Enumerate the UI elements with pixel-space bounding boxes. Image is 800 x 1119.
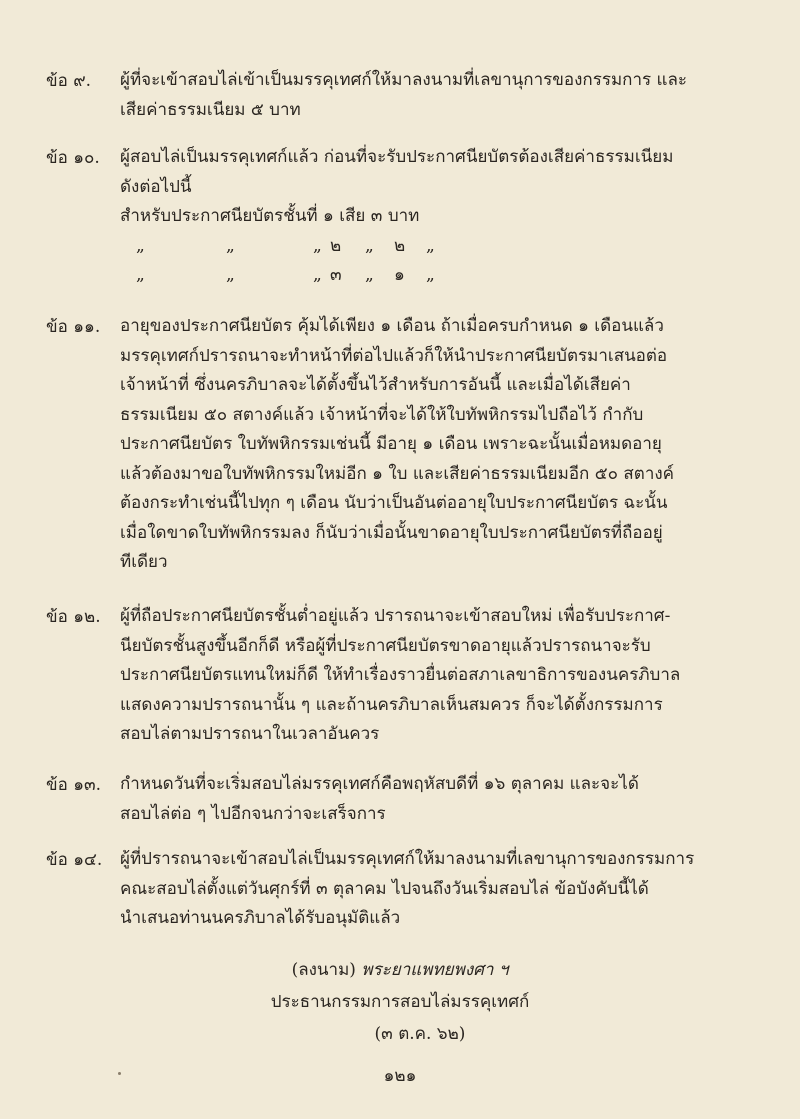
ditto-mark: „ [426, 265, 435, 285]
clause-line: เจ้าหน้าที่ ซึ่งนครภิบาลจะได้ตั้งขึ้นไว้สำหรับการอันนี้ และเมื่อได้เสียค่า [120, 375, 631, 395]
clause-line: ผู้สอบไล่เป็นมรรคุเทศก์แล้ว ก่อนที่จะรับประกาศนียบัตรต้องเสียค่าธรรมเนียม [120, 147, 674, 167]
clause-line: นียบัตรชั้นสูงขึ้นอีกก็ดี หรือผู้ที่ประกาศนียบัตรขาดอายุแล้วปรารถนาจะรับ [120, 635, 651, 656]
ditto-mark: „ [365, 235, 374, 256]
ditto-mark: „ [226, 235, 235, 256]
clause-label: ข้อ ๑๔. [46, 850, 103, 870]
signer-name: พระยาแพทยพงศา ฯ [361, 960, 509, 980]
fee-ditto-row [120, 261, 738, 291]
sign-prefix: (ลงนาม) [291, 960, 356, 980]
clause-label: ข้อ ๙. [46, 71, 92, 91]
fee-amount: ๑ [394, 265, 405, 285]
clause-label: ข้อ ๑๑. [46, 317, 101, 337]
clause-line: อายุของประกาศนียบัตร คุ้มได้เพียง ๑ เดือน ถ้าเมื่อครบกำหนด ๑ เดือนแล้ว [120, 316, 664, 336]
clause-body [120, 143, 738, 291]
clause-label: ข้อ ๑๒. [46, 607, 101, 627]
clause-line: มรรคุเทศก์ปรารถนาจะทำหน้าที่ต่อไปแล้วก็ให้นำประกาศนียบัตรมาเสนอต่อ [120, 345, 668, 366]
signature-line [0, 956, 800, 983]
clause-line: ต้องกระทำเช่นนี้ไปทุก ๆ เดือน นับว่าเป็นอันต่ออายุใบประกาศนียบัตร ฉะนั้น [120, 493, 668, 513]
clause-label: ข้อ ๑๐. [46, 148, 100, 168]
clause-line: ทีเดียว [120, 552, 168, 572]
ditto-mark: „ [136, 235, 145, 256]
fee-amount: ๒ [394, 235, 406, 256]
clause-line: ประกาศนียบัตรแทนใหม่ก็ดี ให้ทำเรื่องราวยื่นต่อสภาเลขาธิการของนครภิบาล [120, 665, 681, 685]
ditto-mark: „ [313, 235, 322, 256]
ditto-mark: „ [226, 265, 235, 285]
ditto-mark: „ [313, 265, 322, 285]
fee-class-number: ๓ [330, 265, 342, 285]
clause-line: ผู้ที่ปรารถนาจะเข้าสอบไล่เป็นมรรคุเทศก์ให้มาลงนามที่เลขานุการของกรรมการ [120, 849, 695, 869]
ditto-mark: „ [365, 265, 374, 285]
paper-speck [118, 1072, 121, 1075]
clause-line: ดังต่อไปนี้ [120, 176, 192, 197]
clause-line: ธรรมเนียม ๕๐ สตางค์แล้ว เจ้าหน้าที่จะได้ให้ใบทัพหิกรรมไปถือไว้ กำกับ [120, 404, 644, 425]
clause-line: ผู้ที่จะเข้าสอบไล่เข้าเป็นมรรคุเทศก์ให้มาลงนามที่เลขานุการของกรรมการ และ [120, 70, 688, 90]
clause-line: กำหนดวันที่จะเริ่มสอบไล่มรรคุเทศก์คือพฤหัสบดีที่ ๑๖ ตุลาคม และจะได้ [120, 774, 639, 794]
fee-ditto-row [120, 232, 738, 262]
clause-body [120, 845, 738, 934]
clause-line: สอบไล่ต่อ ๆ ไปอีกจนกว่าจะเสร็จการ [120, 803, 386, 824]
clause-line: สอบไล่ตามปรารถนาในเวลาอันควร [120, 724, 380, 744]
ditto-mark: „ [136, 265, 145, 285]
clause-line: เสียค่าธรรมเนียม ๕ บาท [120, 99, 301, 120]
page-number: ๑๒๑ [383, 1066, 417, 1086]
fee-row: สำหรับประกาศนียบัตรชั้นที่ ๑ เสีย ๓ บาท [120, 206, 420, 226]
clause-body [120, 66, 738, 125]
clause-line: แสดงความปรารถนานั้น ๆ และถ้านครภิบาลเห็นสมควร ก็จะได้ตั้งกรรมการ [120, 694, 663, 715]
clause-body [120, 770, 738, 829]
clause-line: เมื่อใดขาดใบทัพหิกรรมลง ก็นับว่าเมื่อนั้นขาดอายุใบประกาศนียบัตรที่ถืออยู่ [120, 522, 663, 543]
clause-body [120, 312, 738, 578]
clause-line: แล้วต้องมาขอใบทัพหิกรรมใหม่อีก ๑ ใบ และเสียค่าธรรมเนียมอีก ๕๐ สตางค์ [120, 463, 675, 484]
clause-line: ประกาศนียบัตร ใบทัพหิกรรมเช่นนี้ มีอายุ ๑ เดือน เพราะฉะนั้นเมื่อหมดอายุ [120, 434, 662, 454]
fee-class-number: ๒ [330, 235, 342, 256]
clause-label: ข้อ ๑๓. [46, 775, 102, 795]
clause-line: นำเสนอท่านนครภิบาลได้รับอนุมัติแล้ว [120, 908, 401, 928]
ditto-mark: „ [426, 235, 435, 256]
clause-line: ผู้ที่ถือประกาศนียบัตรชั้นต่ำอยู่แล้ว ปรารถนาจะเข้าสอบใหม่ เพื่อรับประกาศ- [120, 606, 671, 626]
clause-line: คณะสอบไล่ตั้งแต่วันศุกร์ที่ ๓ ตุลาคม ไปจนถึงวันเริ่มสอบไล่ ข้อบังคับนี้ได้ [120, 878, 649, 899]
signer-position: ประธานกรรมการสอบไล่มรรคุเทศก์ [270, 992, 530, 1012]
clause-body [120, 602, 738, 750]
signature-date: (๓ ต.ค. ๖๒) [374, 1024, 466, 1044]
